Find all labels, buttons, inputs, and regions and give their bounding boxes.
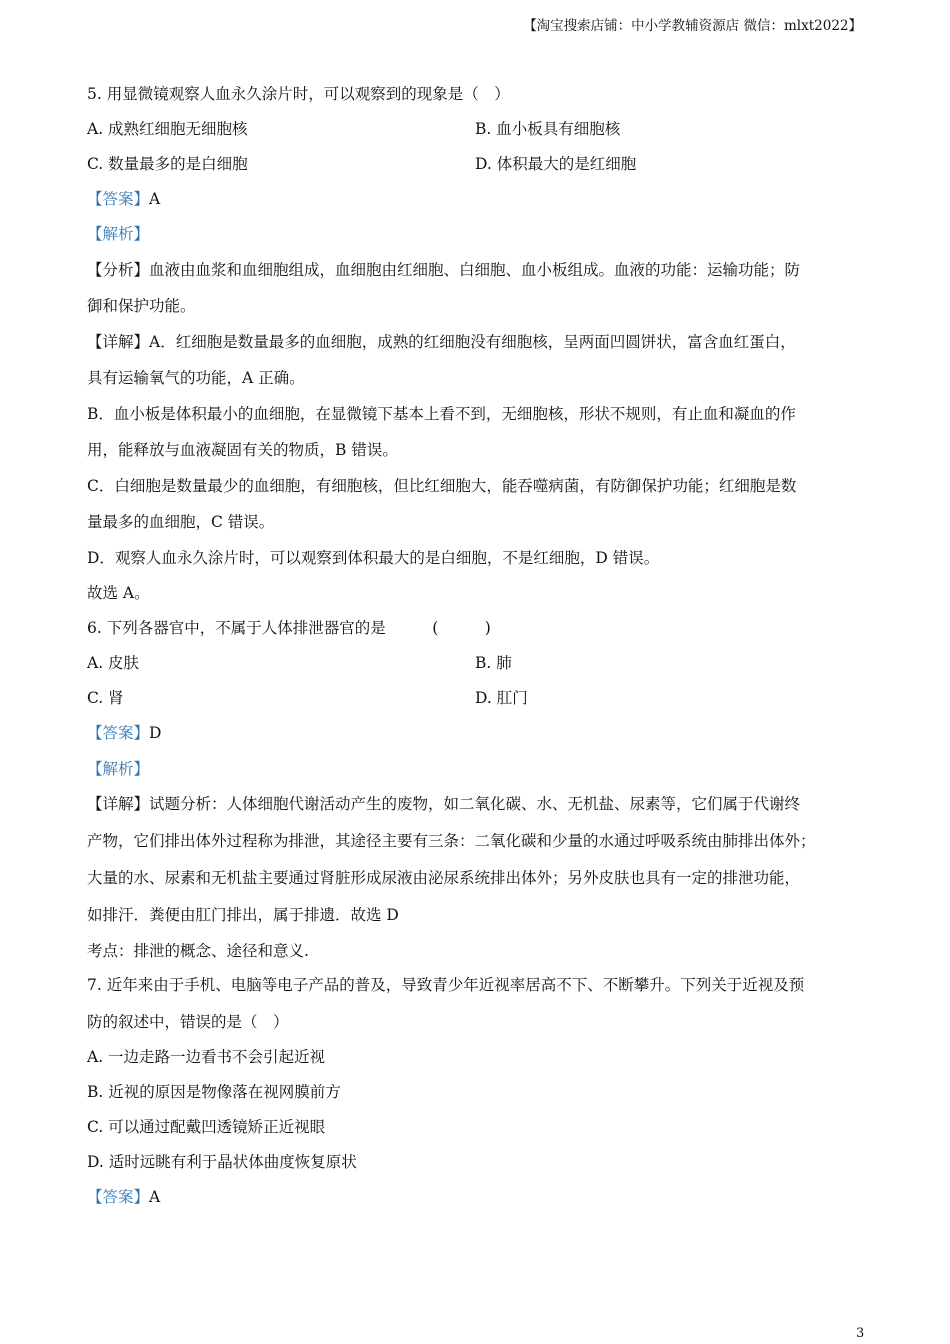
q5-d-line: D．观察人血永久涂片时，可以观察到体积最大的是白细胞，不是红细胞，D 错误。 bbox=[87, 549, 660, 567]
q5-option-b: B. 血小板具有细胞核 bbox=[475, 120, 621, 138]
q6-option-b: B. 肺 bbox=[475, 654, 512, 672]
q6-option-c: C. 肾 bbox=[87, 689, 124, 707]
q6-xiangjie-line-1: 【详解】试题分析：人体细胞代谢活动产生的废物，如二氧化碳、水、无机盐、尿素等，它们属于代谢终 bbox=[87, 795, 801, 813]
q6-stem: 6. 下列各器官中，不属于人体排泄器官的是 ( ) bbox=[87, 619, 491, 637]
q6-xiangjie-line-2: 产物，它们排出体外过程称为排泄，其途径主要有三条：二氧化碳和少量的水通过呼吸系统由肺排出体外； bbox=[87, 832, 816, 850]
page-header: 【淘宝搜索店铺：中小学教辅资源店 微信：mlxt2022】 bbox=[523, 18, 862, 34]
q5-xiangjie-line-2: 具有运输氧气的功能，A 正确。 bbox=[87, 369, 305, 387]
q7-option-c: C. 可以通过配戴凹透镜矫正近视眼 bbox=[87, 1118, 326, 1136]
q5-c-line-1: C．白细胞是数量最少的血细胞，有细胞核，但比红细胞大，能吞噬病菌，有防御保护功能；红细胞是数 bbox=[87, 477, 797, 495]
q5-option-c: C. 数量最多的是白细胞 bbox=[87, 155, 248, 173]
q6-option-a: A. 皮肤 bbox=[87, 654, 140, 672]
q5-conclusion: 故选 A。 bbox=[87, 584, 150, 602]
q6-answer bbox=[87, 721, 161, 743]
q5-fenxi-line-2: 御和保护功能。 bbox=[87, 297, 196, 315]
q7-answer-value: A bbox=[149, 1188, 161, 1206]
answer-tag: 【答案】 bbox=[87, 1188, 150, 1206]
q5-analysis-tag: 【解析】 bbox=[87, 225, 150, 243]
q6-answer-value: D bbox=[149, 724, 162, 742]
q6-kaodian: 考点：排泄的概念、途径和意义. bbox=[87, 942, 309, 960]
answer-tag: 【答案】 bbox=[87, 190, 150, 208]
q7-answer bbox=[87, 1185, 160, 1207]
q5-b-line-2: 用，能释放与血液凝固有关的物质，B 错误。 bbox=[87, 441, 398, 459]
answer-tag: 【答案】 bbox=[87, 724, 150, 742]
q7-option-a: A. 一边走路一边看书不会引起近视 bbox=[87, 1048, 326, 1066]
q7-option-b: B. 近视的原因是物像落在视网膜前方 bbox=[87, 1083, 341, 1101]
q5-xiangjie-line-1: 【详解】A．红细胞是数量最多的血细胞，成熟的红细胞没有细胞核，呈两面凹圆饼状，富含血红蛋白， bbox=[87, 333, 796, 351]
q6-xiangjie-line-3: 大量的水、尿素和无机盐主要通过肾脏形成尿液由泌尿系统排出体外；另外皮肤也具有一定的排泄功能， bbox=[87, 869, 801, 887]
q6-option-d: D. 肛门 bbox=[475, 689, 528, 707]
q7-option-d: D. 适时远眺有利于晶状体曲度恢复原状 bbox=[87, 1153, 357, 1171]
q5-fenxi-line-1: 【分析】血液由血浆和血细胞组成，血细胞由红细胞、白细胞、血小板组成。血液的功能：运输功能；防 bbox=[87, 261, 801, 279]
q5-answer bbox=[87, 187, 160, 209]
q5-b-line-1: B．血小板是体积最小的血细胞，在显微镜下基本上看不到，无细胞核，形状不规则，有止血和凝血的作 bbox=[87, 405, 796, 423]
q5-answer-value: A bbox=[149, 190, 161, 208]
q6-analysis-tag: 【解析】 bbox=[87, 760, 150, 778]
q5-stem: 5. 用显微镜观察人血永久涂片时，可以观察到的现象是（ ） bbox=[87, 85, 510, 103]
q6-xiangjie-line-4: 如排汗．粪便由肛门排出，属于排遗．故选 D bbox=[87, 906, 399, 924]
q5-option-d: D. 体积最大的是红细胞 bbox=[475, 155, 637, 173]
q7-stem-line-2: 防的叙述中，错误的是（ ） bbox=[87, 1013, 289, 1031]
q5-c-line-2: 量最多的血细胞，C 错误。 bbox=[87, 513, 275, 531]
q5-option-a: A. 成熟红细胞无细胞核 bbox=[87, 120, 248, 138]
q7-stem-line-1: 7. 近年来由于手机、电脑等电子产品的普及，导致青少年近视率居高不下、不断攀升。下列关于近视及预 bbox=[87, 976, 805, 994]
page-number: 3 bbox=[856, 1326, 865, 1341]
